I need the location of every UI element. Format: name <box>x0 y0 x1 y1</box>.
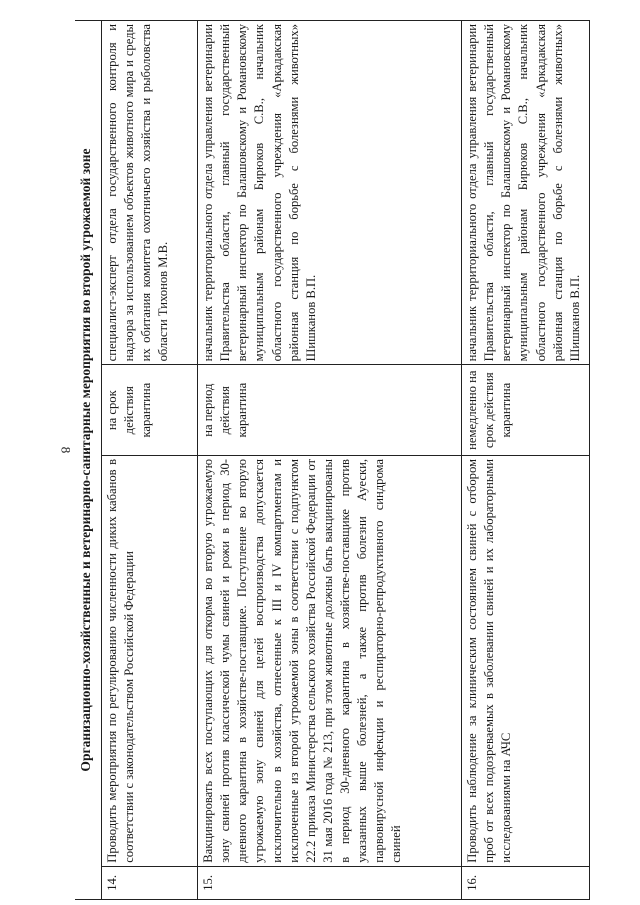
measure-text: Вакцинировать всех поступающих для откорма во вторую угрожаемую зону свиней против классической чумы свиней и рожи в период 30-дневного карантина в хозяйстве-поставщике. Поступление во вторую угрожаемую зону свиней для целей воспроизводства допускается исключительно в хозяйства, отнесенные к III и IV компартментам и исключенные из второй угрожаемой зоны в соответствии с подпунктом 22.2 приказа Министерства сельского хозяйства Российской Федерации от 31 мая 2016 года № 213, при этом животные должны быть вакцинированы в период 30-дневного карантина в хозяйстве-поставщике против указанных выше болезней, а также против болезни Ауески, парвовирусной инфекции и респираторно-репродуктивного синдрома свиней <box>198 455 462 866</box>
table-row <box>102 21 198 900</box>
measure-responsible: начальник территориального отдела управления ветеринарии Правительства области, главный государственный ветеринарный инспектор по Балашовскому и Романовскому муниципальным районам Бирюков С.В., начальник областного государственного учреждения «Аркадакская районная станция по борьбе с болезнями животных» Шишканов В.П. <box>198 21 462 365</box>
measure-responsible: начальник территориального отдела управления ветеринарии Правительства области, главный государственный ветеринарный инспектор по Балашовскому и Романовскому муниципальным районам Бирюков С.В., начальник областного государственного учреждения «Аркадакская районная станция по борьбе с болезнями животных» Шишканов В.П. <box>462 21 590 365</box>
section-title: Организационно-хозяйственные и ветеринарно-санитарные мероприятия во второй угрожаемой зоне <box>75 21 102 900</box>
measures-table <box>75 20 590 900</box>
row-number: 16. <box>462 866 590 899</box>
measure-term: на срок действия карантина <box>102 365 198 456</box>
measure-term: немедленно на срок действия карантина <box>462 365 590 456</box>
measure-term: на период действия карантина <box>198 365 462 456</box>
row-number: 14. <box>102 866 198 899</box>
row-number: 15. <box>198 866 462 899</box>
table-row <box>198 21 462 900</box>
section-header-row <box>75 21 102 900</box>
measure-text: Проводить наблюдение за клиническим состоянием свиней с отбором проб от всех подозреваемых в заболевании свиней и их лабораторными исследованиями на АЧС <box>462 455 590 866</box>
table-row <box>462 21 590 900</box>
page-number: 8 <box>58 446 74 454</box>
measure-responsible: специалист-эксперт отдела государственного контроля и надзора за использованием объектов животного мира и среды их обитания комитета охотничьего хозяйства и рыболовства области Тихонов М.В. <box>102 21 198 365</box>
measure-text: Проводить мероприятия по регулированию численности диких кабанов в соответствии с законодательством Российской Федерации <box>102 455 198 866</box>
rotated-table-container <box>75 20 590 900</box>
